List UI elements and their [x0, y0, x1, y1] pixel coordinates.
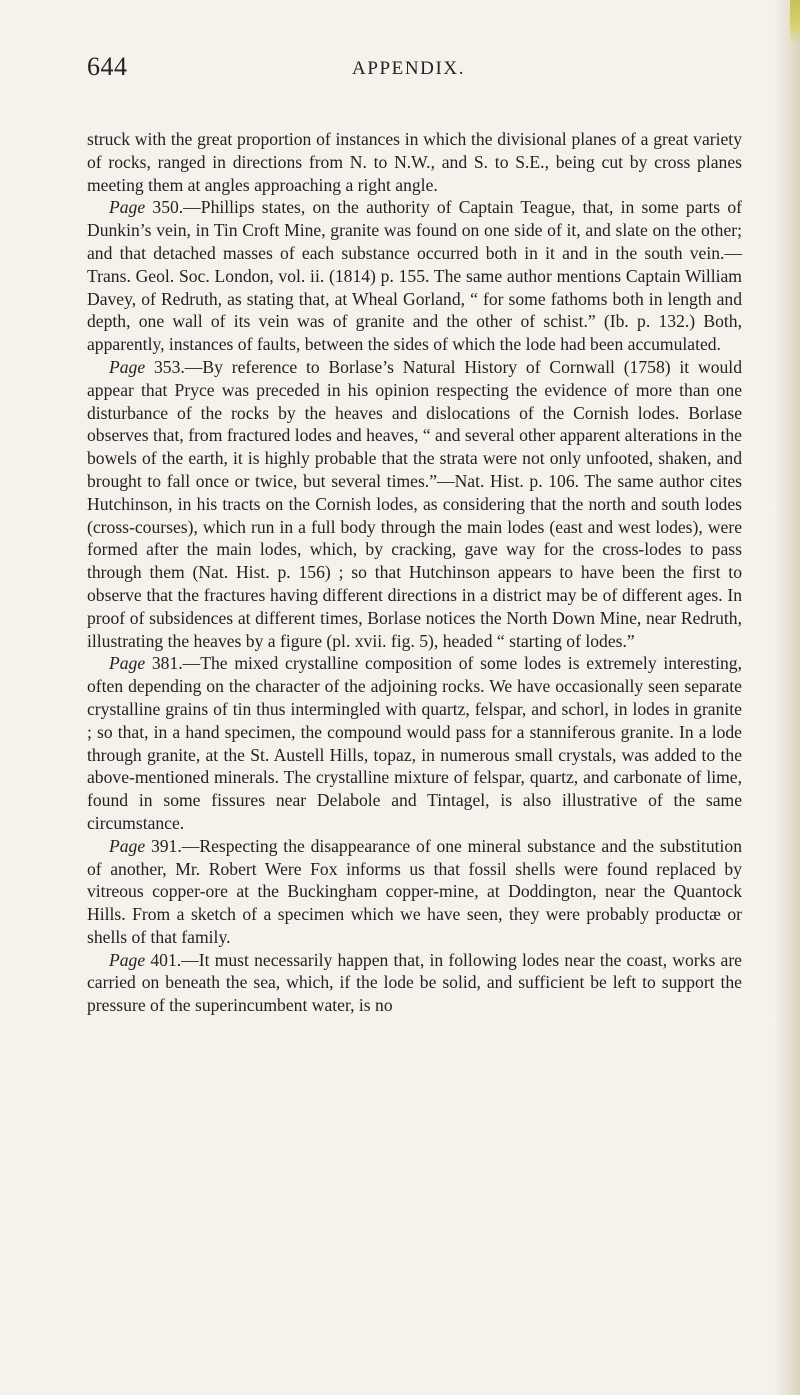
page-reference: Page	[109, 197, 146, 218]
paragraph-text: 350.—Phillips states, on the authority of Captain Teague, that, in some parts of Dunkin’s vein, in Tin Croft Mine, granite was found on one side of it, and slate on the other; and that detached masses of each substance occurred both in it and in the south vein.—Trans. Geol. Soc. London, vol. ii. (1814) p. 155. The same author mentions Captain William Davey, of Redruth, as stating that, at Wheal Gorland, “ for some fathoms both in length and depth, one wall of its vein was of granite and the other of schist.” (Ib. p. 132.) Both, apparently, instances of faults, between the sides of which the lode had been accumulated.	[87, 197, 742, 355]
page-header	[0, 52, 800, 92]
paragraph-text: 353.—By reference to Borlase’s Natural History of Cornwall (1758) it would appear that Pryce was preceded in his opinion respecting the evidence of more than one disturbance of the rocks by the heaves and dislocations of the Cornish lodes. Borlase observes that, from fractured lodes and heaves, “ and several other apparent alterations in the bowels of the earth, it is highly probable that the strata were not only unfooted, shaken, and brought to fall once or twice, but several times.”—Nat. Hist. p. 106. The same author cites Hutchinson, in his tracts on the Cornish lodes, as considering that the north and south lodes (cross-courses), which run in a full body through the main lodes (east and west lodes), were formed after the main lodes, which, by cracking, gave way for the cross-lodes to pass through them (Nat. Hist. p. 156) ; so that Hutchinson appears to have been the first to observe that the fractures having different directions in a district may be of different ages. In proof of subsidences at different times, Borlase notices the North Down Mine, near Redruth, illustrating the heaves by a figure (pl. xvii. fig. 5), headed “ starting of lodes.”	[87, 356, 742, 651]
paragraph-continuation	[87, 128, 742, 196]
paragraph-page-381	[87, 652, 742, 834]
page-reference: Page	[109, 949, 146, 970]
paragraph-page-391	[87, 835, 742, 949]
paragraph-page-353	[87, 356, 742, 652]
page-reference: Page	[109, 835, 146, 856]
paragraph-text: 391.—Respecting the disappearance of one mineral substance and the substitution of another, Mr. Robert Were Fox informs us that fossil shells were found replaced by vitreous copper-ore at the Buckingham copper-mine, at Doddington, near the Quantock Hills. From a sketch of a specimen which we have seen, they were probably productæ or shells of that family.	[87, 835, 742, 947]
page-edge-mark	[790, 0, 800, 44]
body-text	[87, 128, 742, 1017]
paragraph-page-401	[87, 949, 742, 1017]
page-number: 644	[87, 52, 128, 81]
page-reference: Page	[109, 356, 146, 377]
paragraph-text: struck with the great proportion of instances in which the divisional planes of a great variety of rocks, ranged in directions from N. to N.W., and S. to S.E., being cut by cross planes meeting them at angles approaching a right angle.	[87, 129, 742, 195]
paragraph-page-350	[87, 196, 742, 356]
paragraph-text: 401.—It must necessarily happen that, in following lodes near the coast, works are carried on beneath the sea, which, if the lode be solid, and sufficient be left to support the pressure of the superincumbent water, is no	[87, 949, 742, 1016]
running-head: APPENDIX.	[352, 58, 466, 79]
page-edge-shadow	[774, 0, 800, 1395]
page-reference: Page	[109, 653, 146, 674]
paragraph-text: 381.—The mixed crystalline composition of some lodes is extremely interesting, often depending on the character of the adjoining rocks. We have occasionally seen separate crystalline grains of tin thus intermingled with quartz, felspar, and schorl, in lodes in granite ; so that, in a hand specimen, the compound would pass for a stanniferous granite. In a lode through granite, at the St. Austell Hills, topaz, in numerous small crystals, was added to the above-mentioned minerals. The crystalline mixture of felspar, quartz, and carbonate of lime, found in some fissures near Delabole and Tintagel, is also illustrative of the same circumstance.	[87, 653, 742, 833]
